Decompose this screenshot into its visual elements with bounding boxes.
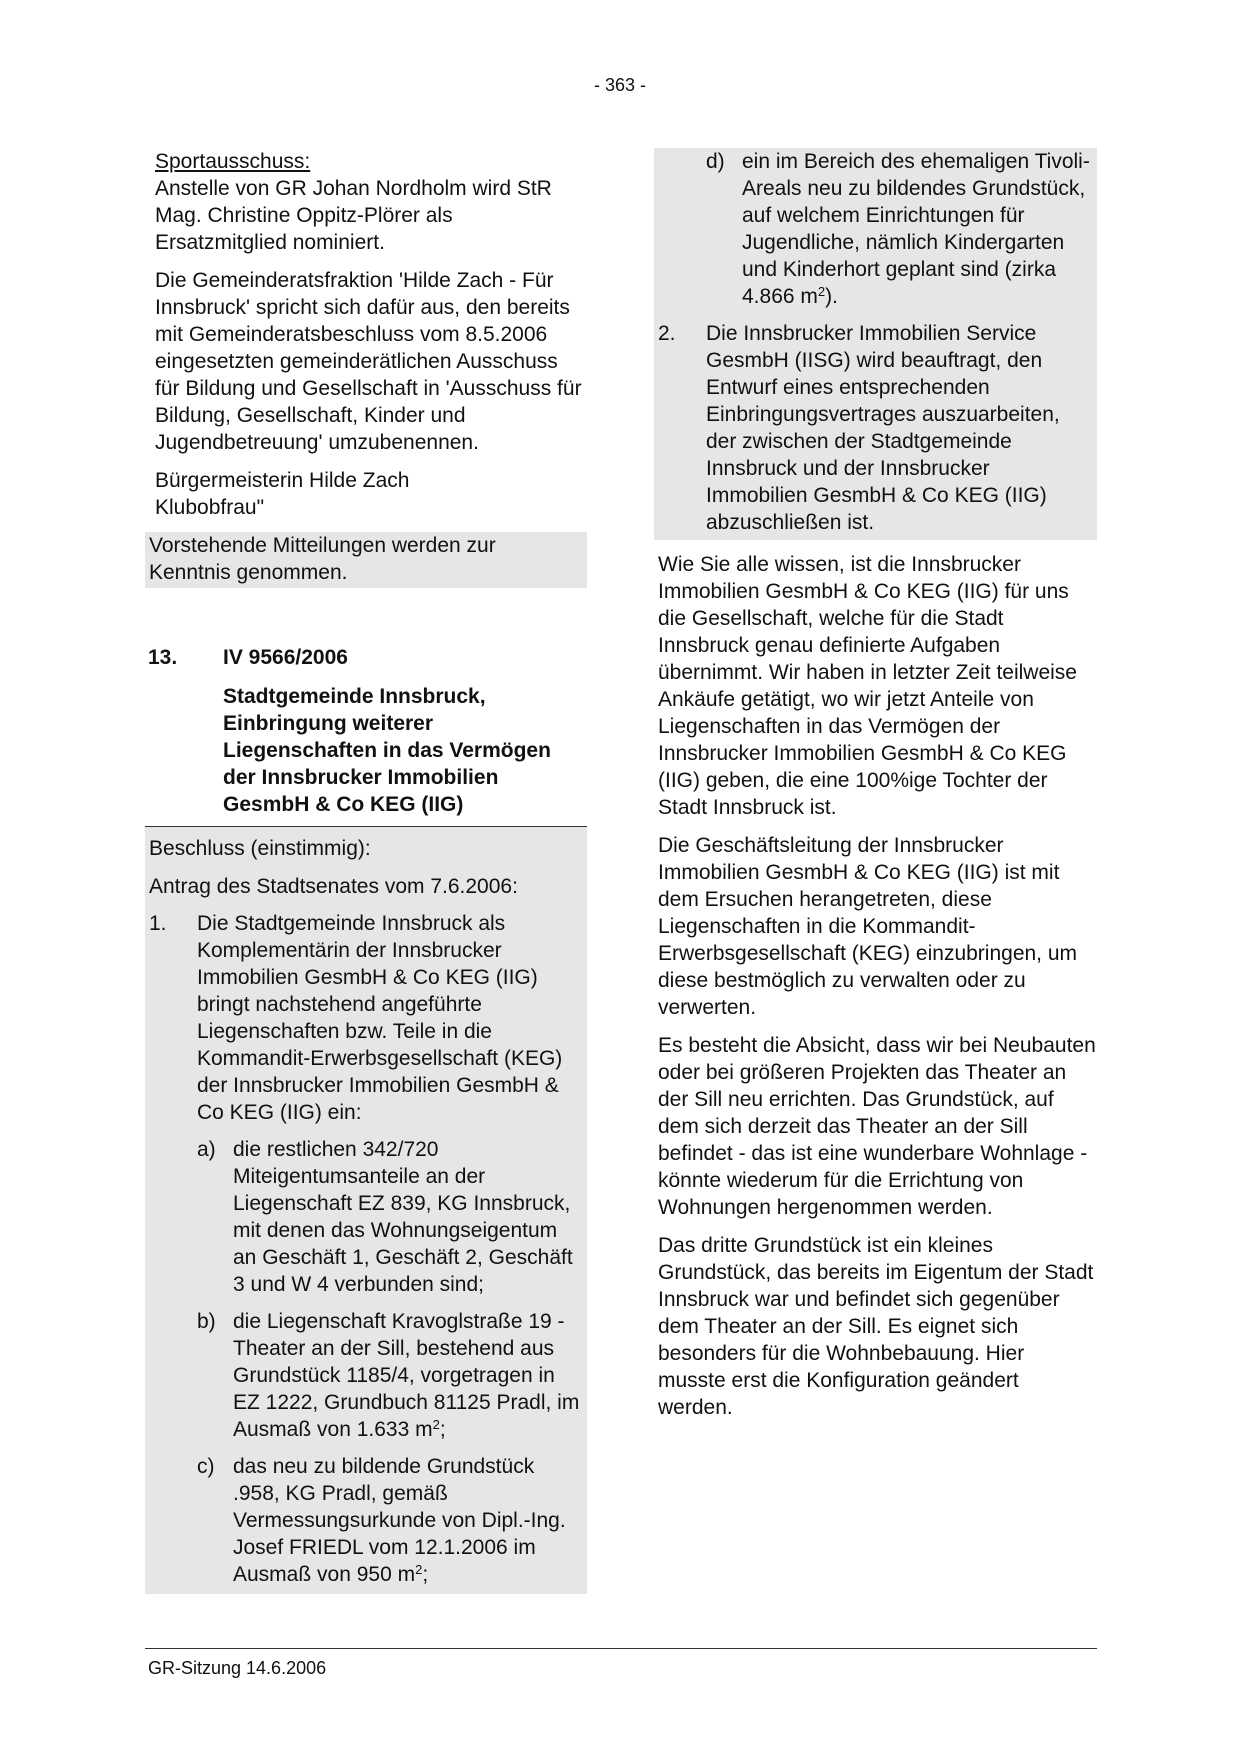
page-number: - 363 -: [593, 75, 647, 95]
point-c-end: ;: [422, 1563, 429, 1586]
resolution-box-continued: [654, 148, 1097, 540]
body-paragraph-4: Das dritte Grundstück ist ein kleines Grundstück, das bereits im Eigentum der Stadt Innsbruck war und befindet sich gegenüber dem Theater an der Sill. Es eignet sich besonders für die Wohnbebauung. Hier musste erst die Konfiguration geändert werden.: [658, 1234, 1094, 1419]
agenda-item-code: IV 9566/2006: [223, 646, 348, 669]
point-b-body: [233, 1308, 583, 1443]
point-2-text: Die Innsbrucker Immobilien Service GesmbH (IISG) wird beauftragt, den Entwurf eines entsprechenden Einbringungsvertrages auszuarbeiten, der zwischen der Stadtgemeinde Innsbruck und der Innsbrucker Immobilien GesmbH & Co KEG (IIG) abzuschließen ist.: [706, 322, 1060, 534]
beschluss-label: Beschluss (einstimmig):: [149, 837, 371, 860]
point-c-label: c): [197, 1455, 215, 1478]
point-b-label: b): [197, 1310, 216, 1333]
point-c-text: das neu zu bildende Grundstück .958, KG Pradl, gemäß Vermessungsurkunde von Dipl.-Ing. Josef FRIEDL vom 12.1.2006 im Ausmaß von 950 m: [233, 1455, 566, 1586]
signature-line-1: Bürgermeisterin Hilde Zach: [155, 469, 410, 492]
body-paragraph-3: Es besteht die Absicht, dass wir bei Neubauten oder bei größeren Projekten das Theater an der Sill neu errichten. Das Grundstück, auf dem sich derzeit das Theater an der Sill befindet - das ist eine wunderbare Wohnlage - könnte wiederum für die Errichtung von Wohnungen hergenommen werden.: [658, 1034, 1096, 1219]
left-column: [145, 148, 587, 1594]
signature-line-2: Klubobfrau": [155, 496, 265, 519]
body-paragraph-1: Wie Sie alle wissen, ist die Innsbrucker Immobilien GesmbH & Co KEG (IIG) für uns die Gesellschaft, welche für die Stadt Innsbruck genau definierte Aufgaben übernimmt. Wir haben in letzter Zeit teilweise Ankäufe getätigt, wo wir jetzt Anteile von Liegenschaften in das Vermögen der Innsbrucker Immobilien GesmbH & Co KEG (IIG) geben, die eine 100%ige Tochter der Stadt Innsbruck ist.: [658, 553, 1077, 819]
point-b-end: ;: [439, 1418, 446, 1441]
point-d: [706, 148, 1093, 310]
point-b-text: die Liegenschaft Kravoglstraße 19 - Theater an der Sill, bestehend aus Grundstück 1185/4, vorgetragen in EZ 1222, Grundbuch 81125 Pradl, im Ausmaß von 1.633 m: [233, 1310, 580, 1441]
fraktion-paragraph: Die Gemeinderatsfraktion 'Hilde Zach - Für Innsbruck' spricht sich dafür aus, den bereits mit Gemeinderatsbeschluss vom 8.5.2006 eingesetzten gemeinderätlichen Ausschuss für Bildung und Gesellschaft in 'Ausschuss für Bildung, Gesellschaft, Kinder und Jugendbetreuung' umzubenennen.: [155, 269, 582, 454]
point-1-number: 1.: [149, 912, 167, 935]
agenda-item-title: Stadtgemeinde Innsbruck, Einbringung weiterer Liegenschaften in das Vermögen der Innsbrucker Immobilien GesmbH & Co KEG (IIG): [223, 685, 551, 816]
point-d-body: [742, 148, 1093, 310]
agenda-item-heading: [145, 644, 587, 671]
point-b: [197, 1308, 583, 1443]
point-c-body: [233, 1453, 583, 1588]
point-a: [197, 1136, 583, 1298]
point-a-label: a): [197, 1138, 216, 1161]
sportausschuss-text: Anstelle von GR Johan Nordholm wird StR Mag. Christine Oppitz-Plörer als Ersatzmitglied nominiert.: [155, 177, 552, 254]
point-c: [197, 1453, 583, 1592]
antrag-label: Antrag des Stadtsenates vom 7.6.2006:: [149, 875, 518, 898]
point-d-superscript: 2: [817, 284, 826, 299]
point-d-end: ).: [825, 285, 838, 308]
agenda-item-number: 13.: [148, 646, 178, 669]
point-d-label: d): [706, 150, 725, 173]
point-d-text: ein im Bereich des ehemaligen Tivoli-Areals neu zu bildendes Grundstück, auf welchem Einrichtungen für Jugendliche, nämlich Kindergarten und Kinderhort geplant sind (zirka 4.866 m: [742, 150, 1090, 308]
point-1: [149, 910, 583, 1126]
point-2-number: 2.: [658, 322, 676, 345]
body-paragraph-2: Die Geschäftsleitung der Innsbrucker Immobilien GesmbH & Co KEG (IIG) ist mit dem Ersuchen herangetreten, diese Liegenschaften in die Kommandit-Erwerbsgesellschaft (KEG) einzubringen, um diese bestmöglich zu verwalten oder zu verwerten.: [658, 834, 1078, 1019]
footer-session-date: GR-Sitzung 14.6.2006: [148, 1658, 327, 1678]
notice-box: Vorstehende Mitteilungen werden zur Kenntnis genommen.: [145, 532, 587, 588]
point-c-superscript: 2: [415, 1562, 423, 1577]
point-1-text: Die Stadtgemeinde Innsbruck als Komplementärin der Innsbrucker Immobilien GesmbH & Co KEG (IIG) bringt nachstehend angeführte Liegenschaften bzw. Teile in die Kommandit-Erwerbsgesellschaft (KEG) der Innsbrucker Immobilien GesmbH & Co KEG (IIG) ein:: [197, 912, 563, 1124]
footer-divider: [145, 1648, 1097, 1649]
resolution-box: [145, 826, 587, 1594]
right-column: [654, 148, 1097, 1421]
sportausschuss-heading: Sportausschuss:: [155, 150, 311, 173]
point-a-text: die restlichen 342/720 Miteigentumsanteile an der Liegenschaft EZ 839, KG Innsbruck, mit denen das Wohnungseigentum an Geschäft 1, Geschäft 2, Geschäft 3 und W 4 verbunden sind;: [233, 1138, 573, 1296]
point-2: [658, 320, 1093, 536]
point-b-superscript: 2: [432, 1417, 440, 1432]
